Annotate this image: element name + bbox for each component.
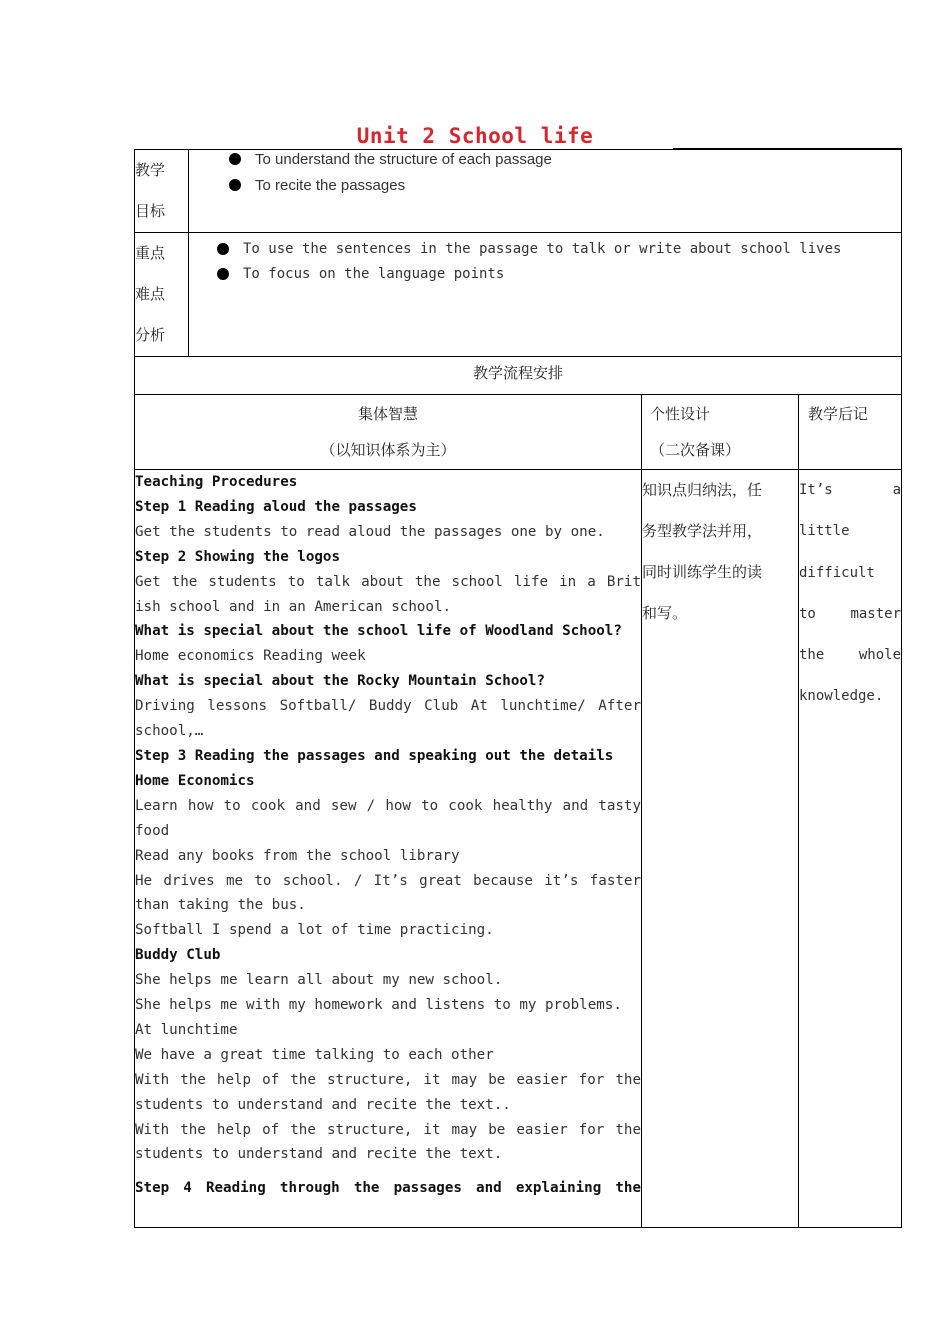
personal-design-lines [642,470,798,634]
procedure-lines [135,470,641,1201]
procedure-line: Get the students to talk about the school life in a Brit [135,573,641,590]
personal-design-line: 务型教学法并用， [642,522,763,540]
procedure-line: She helps me with my homework and listens to my problems. [135,997,622,1014]
objective-item: To understand the structure of each passage [229,150,901,176]
flow-heading-row [135,357,902,395]
key-point-item: To focus on the language points [217,264,901,289]
key-points-label: 重点 难点 分析 [135,233,189,357]
procedure-line: Step 2 Showing the logos [135,548,340,565]
procedure-line: What is special about the Rocky Mountain School? [135,673,545,690]
procedure-line: He drives me to school. / It’s great because it’s faster [135,872,641,889]
procedure-line: She helps me learn all about my new school. [135,972,503,989]
procedure-line: students to understand and recite the text. [135,1146,503,1163]
procedure-line: Read any books from the school library [135,847,460,864]
postscript-line: knowledge. [799,688,884,705]
procedure-line: With the help of the structure, it may be easier for the [135,1071,641,1088]
procedure-line: What is special about the school life of Woodland School? [135,623,622,640]
procedure-line: Get the students to read aloud the passages one by one. [135,523,605,540]
postscript-cell [799,470,902,1228]
page-title: Unit 2 School life [356,124,594,148]
objective-item: To recite the passages [229,176,901,202]
key-points-content [189,233,902,357]
objectives-content [189,150,902,233]
procedure-line: than taking the bus. [135,897,306,914]
procedure-line: Buddy Club [135,947,221,964]
procedure-line: Learn how to cook and sew / how to cook healthy and tasty [135,797,641,814]
postscript-line: to master [799,605,902,622]
procedure-line: With the help of the structure, it may be easier for the [135,1121,641,1138]
lesson-plan-table [134,149,902,1228]
personal-design-line: 知识点归纳法，任 [642,481,763,499]
content-row [135,470,902,1228]
collective-header: 集体智慧 （以知识体系为主） [135,395,642,470]
procedure-line: students to understand and recite the text.. [135,1096,511,1113]
procedure-line: Teaching Procedures [135,474,298,490]
bullet-icon [217,243,229,255]
key-points-list [189,233,901,289]
procedure-line: At lunchtime [135,1021,238,1038]
procedure-line: food [135,822,170,839]
postscript-line: It’s a [799,482,902,498]
procedure-line: ish school and in an American school. [135,598,452,615]
procedure-line: Step 3 Reading the passages and speaking out the details [135,747,614,764]
objectives-row [135,150,902,233]
objectives-list [189,150,901,202]
bullet-icon [217,268,229,280]
personal-design-line: 和写。 [642,604,688,622]
postscript-lines [799,470,901,718]
procedure-line: We have a great time talking to each other [135,1046,494,1063]
postscript-line: little [799,523,850,540]
key-point-item: To use the sentences in the passage to talk or write about school lives [217,239,901,264]
procedure-line: Home economics Reading week [135,648,366,665]
procedure-line: Driving lessons Softball/ Buddy Club At lunchtime/ After [135,698,641,715]
postscript-header: 教学后记 [799,395,902,470]
objectives-label: 教学 目标 [135,150,189,233]
procedure-line: school,… [135,723,204,740]
key-points-row [135,233,902,357]
procedure-cell [135,470,642,1228]
bullet-icon [229,179,241,191]
postscript-line: difficult [799,564,875,581]
postscript-line: the whole [799,647,902,664]
personal-design-line: 同时训练学生的读 [642,563,763,581]
procedure-line: Step 4 Reading through the passages and explaining the [135,1180,641,1197]
procedure-line: Home Economics [135,772,255,789]
procedure-line: Softball I spend a lot of time practicing. [135,922,494,939]
personal-header: 个性设计 （二次备课） [642,395,799,470]
bullet-icon [229,153,241,165]
procedure-line: Step 1 Reading aloud the passages [135,498,417,515]
column-header-row [135,395,902,470]
flow-heading: 教学流程安排 [135,357,902,395]
personal-design-cell [642,470,799,1228]
